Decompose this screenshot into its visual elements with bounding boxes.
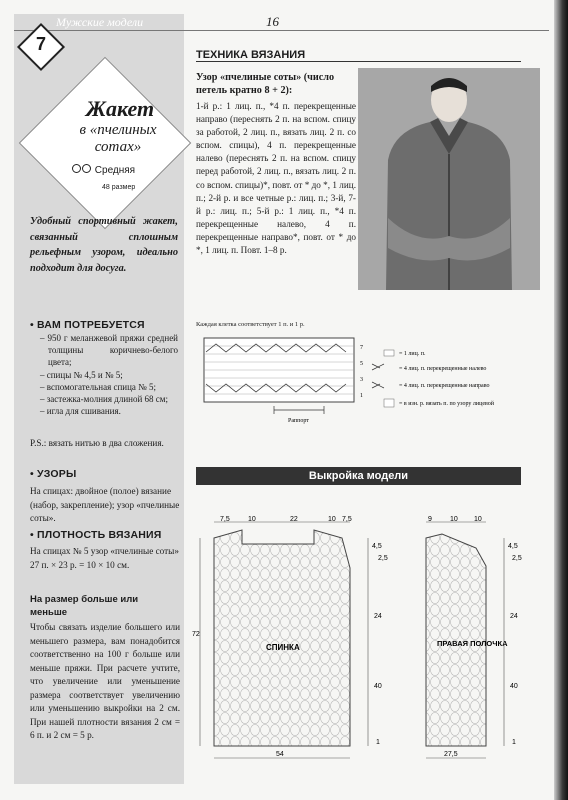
repeat-label: Раппорт — [288, 418, 309, 424]
size-label: 48 размер — [102, 184, 136, 191]
patterns-text: На спицах: двойное (полое) вязание (набор, закрепление); узор «пчелиные соты». — [30, 486, 180, 523]
dimension-label: 24 — [510, 613, 518, 620]
intro-text: Удобный спортивный жакет, связанный сплошным рельефным узором, идеально подходит для досуга. — [30, 216, 178, 274]
cross-right-icon — [372, 382, 384, 388]
size-note-text: Чтобы связать изделие большего или меньшего размера, вам понадобится соответственно на 100 г больше или меньше пряжи. При расчете учтите, что увеличение или уменьшение размера соответствует увеличению или уменьшению выкройки на 2 см. При нашей плотности вязания 2 см = 6 п. и 2 см = 5 р. — [30, 622, 180, 740]
dimension-label: 72 — [192, 631, 200, 638]
list-item: – спицы № 4,5 и № 5; — [30, 369, 178, 381]
back-label: СПИНКА — [266, 643, 300, 652]
dimension-label: 27,5 — [444, 751, 458, 758]
gauge-heading: • ПЛОТНОСТЬ ВЯЗАНИЯ — [30, 529, 162, 541]
dimension-label: 24 — [374, 613, 382, 620]
dimension-label: 2,5 — [512, 555, 522, 562]
legend-item: = 4 лиц. п. перекрещенные направо — [399, 383, 490, 389]
chart-caption: Каждая клетка соответствует 1 п. и 1 р. — [196, 321, 305, 328]
technique-heading: ТЕХНИКА ВЯЗАНИЯ — [196, 49, 521, 62]
list-item: – 950 г меланжевой пряжи средней толщины коричнево-белого цвета; — [30, 332, 178, 369]
difficulty-label: Средняя — [94, 165, 136, 176]
dimension-label: 40 — [374, 683, 382, 690]
difficulty-icon — [82, 164, 91, 173]
legend-swatch — [384, 399, 394, 407]
materials-note: P.S.: вязать нитью в два сложения. — [30, 438, 164, 448]
chart-row-label: 5 — [360, 361, 363, 367]
dimension-label: 7,5 — [342, 516, 352, 523]
chart-row-label: 3 — [360, 377, 363, 383]
dimension-label: 4,5 — [372, 543, 382, 550]
back-piece — [214, 530, 350, 746]
stitch-chart — [196, 332, 541, 432]
dimension-label: 1 — [512, 739, 516, 746]
list-item: – игла для сшивания. — [30, 405, 178, 417]
dimension-label: 2,5 — [378, 555, 388, 562]
dimension-label: 9 — [428, 516, 432, 523]
materials-list — [30, 332, 178, 417]
cross-left-icon — [372, 364, 384, 370]
dimension-label: 10 — [328, 516, 336, 523]
running-head: Мужские модели — [56, 15, 144, 29]
list-item: – застежка-молния длиной 68 см; — [30, 393, 178, 405]
patterns-heading: • УЗОРЫ — [30, 468, 76, 480]
legend-swatch — [384, 350, 394, 356]
schema-heading: Выкройка модели — [196, 467, 521, 485]
pattern-instructions: 1-й р.: 1 лиц. п., *4 п. перекрещенные направо (переснять 2 п. на вспом. спицу за работой, 2 лиц. п., вязать лиц. 2 п. со вспом. спицы), 4 п. перекрещенные налево (переснять 2 п. на вспом. спицу перед работой, 2 лиц. п., вязать лиц. 2 п. со вспом. спицы)*, повт. от * до *, 1 лиц. п.; 2-й р. и все четные р.: лиц. п.; 3-й, 7-й р.: лиц. п.; 5-й р.: 1 лиц. п., *4 п. перекрещенные налево, 4 п. перекрещенные направо*, повт. от * до *, 1 лиц. п. Повт. 1–8 р. — [196, 101, 356, 256]
dimension-label: 10 — [474, 516, 482, 523]
model-photo-figure — [358, 68, 540, 290]
model-title: Жакет — [85, 96, 155, 121]
legend-item: = 1 лиц. п. — [399, 351, 426, 357]
legend-item: = в изн. р. вязать п. по узору лицевой — [399, 401, 495, 407]
page-binding-shadow — [554, 0, 568, 800]
difficulty-level — [72, 164, 135, 176]
model-number: 7 — [35, 34, 46, 54]
list-item: – вспомогательная спица № 5; — [30, 381, 178, 393]
dimension-label: 1 — [376, 739, 380, 746]
front-label: ПРАВАЯ ПОЛОЧКА — [437, 639, 508, 648]
model-subtitle: в «пчелиных сотах» — [79, 122, 157, 155]
difficulty-icon — [72, 164, 81, 173]
chart-row-label: 7 — [360, 345, 363, 351]
dimension-label: 22 — [290, 516, 298, 523]
dimension-label: 4,5 — [508, 543, 518, 550]
dimension-label: 54 — [276, 751, 284, 758]
gauge-text: На спицах № 5 узор «пчелиные соты» 27 п. × 23 р. = 10 × 10 см. — [30, 546, 179, 570]
size-note-heading: На размер больше или меньше — [30, 594, 139, 618]
dimension-label: 10 — [248, 516, 256, 523]
dimension-label: 10 — [450, 516, 458, 523]
pattern-title: Узор «пчелиные соты» (число петель кратно 8 + 2): — [196, 72, 335, 96]
pattern-schema — [190, 508, 540, 778]
dimension-label: 7,5 — [220, 516, 230, 523]
page-number: 16 — [266, 14, 279, 29]
materials-heading: • ВАМ ПОТРЕБУЕТСЯ — [30, 319, 145, 331]
legend-item: = 4 лиц. п. перекрещенные налево — [399, 366, 487, 372]
chart-row-label: 1 — [360, 393, 363, 399]
header-rule — [14, 30, 549, 31]
dimension-label: 40 — [510, 683, 518, 690]
model-photo — [358, 68, 540, 290]
